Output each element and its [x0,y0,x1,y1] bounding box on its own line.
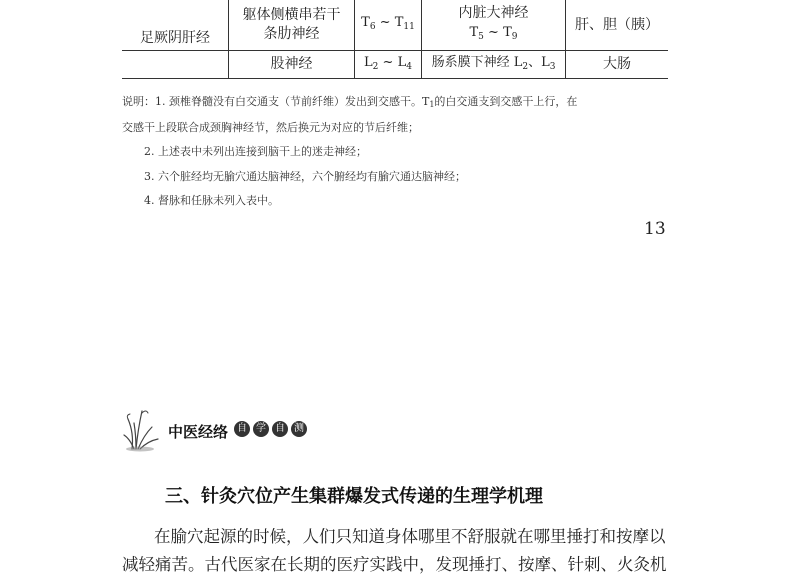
table-cell-visceral-nerve [422,0,565,50]
seal-char: 自 [272,421,288,437]
nerve-name: 躯体侧横串若干条肋神经 [242,7,341,42]
table-cell-segment [355,51,421,78]
note-line: 3. 六个脏经均无腧穴通达脑神经，六个腑经均有腧穴通达脑神经； [144,170,466,183]
visceral-nerve-name: 肠系膜下神经 $L_2$、$L_3$ [431,54,556,72]
visceral-segment-range: $T_5$ ~ $T_9$ [469,24,518,42]
table-cell-nerve [229,0,354,50]
segment-range: $L_2$ ~ $L_4$ [364,54,412,72]
table-bottom-border [122,78,668,79]
meridian-name-cell [122,26,228,50]
section-logo [122,405,322,453]
note-line: 说明：1. 颈椎脊髓没有白交通支（节前纤维）发出到交感干。T1的白交通支到交感干上行，在 [122,95,578,109]
table-cell-organ [566,51,668,78]
paragraph-line: 减轻痛苦。古代医家在长期的医疗实践中，发现捶打、按摩、针刺、火灸机 [122,555,667,574]
meridian-name: 足厥阴肝经 [140,29,210,46]
note-line: 2. 上述表中未列出连接到脑干上的迷走神经； [144,145,367,158]
organ-name: 大肠 [603,56,631,72]
logo-seals [234,421,307,437]
section-heading: 三、针灸穴位产生集群爆发式传递的生理学机理 [165,486,543,507]
visceral-nerve-name: 内脏大神经 [458,4,529,21]
nerve-name: 股神经 [270,56,313,72]
note-line: 交感干上段联合成颈胸神经节，然后换元为对应的节后纤维； [122,121,419,134]
meridian-table [122,0,668,78]
segment-range: $T_6$ ~ $T_{11}$ [361,15,415,32]
page-number: 13 [644,219,666,239]
paragraph-line: 在腧穴起源的时候，人们只知道身体哪里不舒服就在哪里捶打和按摩以 [154,527,666,546]
grass-ink-icon [122,405,170,453]
table-cell-nerve [229,51,354,78]
seal-char: 自 [234,421,250,437]
note-line: 4. 督脉和任脉未列入表中。 [144,194,279,207]
organ-name: 肝、胆（胰） [575,16,659,33]
table-cell-visceral-nerve [422,51,565,78]
logo-title: 中医经络 [168,423,229,441]
table-cell-organ [566,0,668,50]
table-cell-segment [355,0,421,50]
seal-char: 测 [291,421,307,437]
seal-char: 学 [253,421,269,437]
